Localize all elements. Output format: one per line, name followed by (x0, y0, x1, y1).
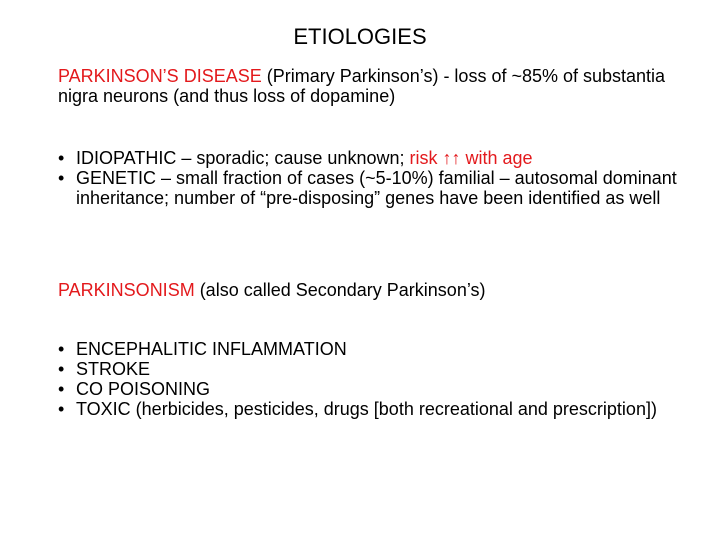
genetic-text: GENETIC – small fraction of cases (~5-10%) familial – autosomal dominant inheritance; number of “pre-disposing” genes have been identified as well (76, 168, 677, 208)
bullet-icon: • (58, 399, 65, 419)
toxic-text: TOXIC (herbicides, pesticides, drugs [both recreational and prescription]) (76, 399, 657, 419)
stroke-text: STROKE (76, 359, 151, 379)
list-item-toxic (58, 399, 678, 419)
parkinsonism-definition (58, 280, 678, 300)
parkinsonism-cause-list (58, 339, 678, 419)
co-poisoning-text: CO POISONING (76, 379, 211, 399)
bullet-icon: • (58, 168, 65, 188)
parkinsonism-term: PARKINSONISM (58, 280, 195, 300)
parkinsonism-description: (also called Secondary Parkinson’s) (194, 280, 486, 300)
risk-age-highlight: risk ↑↑ with age (409, 148, 533, 168)
parkinsons-definition (58, 66, 678, 106)
encephalitic-text: ENCEPHALITIC INFLAMMATION (76, 339, 347, 359)
list-item-idiopathic (58, 148, 683, 168)
list-item-co-poisoning (58, 379, 678, 399)
list-item-genetic (58, 168, 683, 208)
idiopathic-text: IDIOPATHIC – sporadic; cause unknown; (76, 148, 410, 168)
bullet-icon: • (58, 148, 65, 168)
slide-title: ETIOLOGIES (293, 24, 427, 49)
parkinsons-disease-description: (Primary Parkinson’s) - loss of ~85% of substantia nigra neurons (and thus loss of dopamine) (58, 66, 666, 106)
list-item-encephalitic (58, 339, 678, 359)
bullet-icon: • (58, 339, 65, 359)
parkinsons-disease-term: PARKINSON’S DISEASE (58, 66, 262, 86)
bullet-icon: • (58, 359, 65, 379)
list-item-stroke (58, 359, 678, 379)
bullet-icon: • (58, 379, 65, 399)
parkinsons-cause-list (58, 148, 683, 208)
